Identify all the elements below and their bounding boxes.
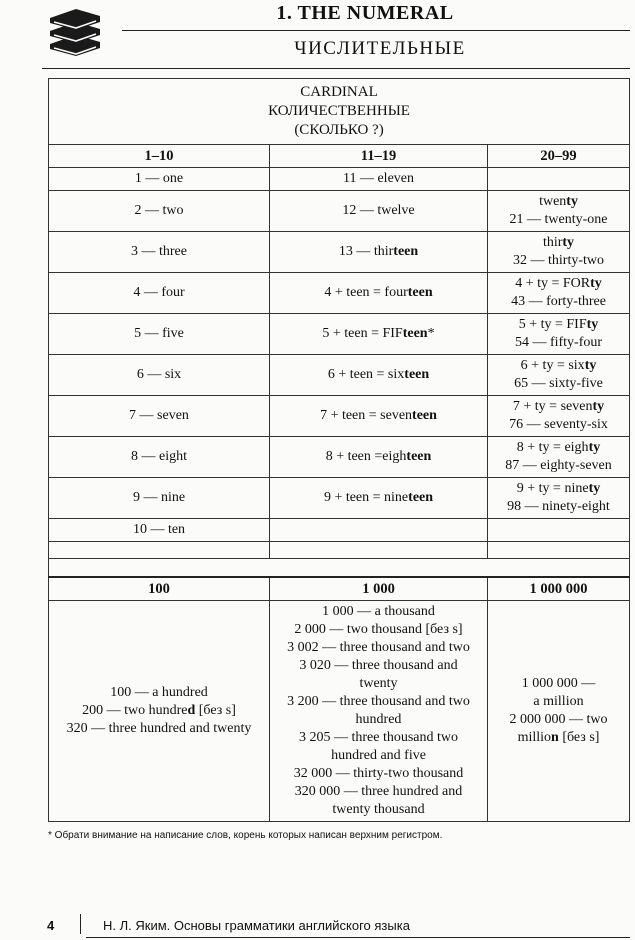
cardinal-1-10: 4 — four — [49, 273, 270, 314]
text-part: 12 — twelve — [342, 203, 415, 218]
bold-part: ty — [592, 399, 605, 414]
cardinal-20-99 — [488, 478, 630, 519]
cardinal-1-10: 5 — five — [49, 314, 270, 355]
tens-rule — [491, 275, 626, 293]
col-header-1-10: 1–10 — [49, 145, 270, 168]
subtitle-divider — [42, 68, 630, 69]
cardinal-11-19 — [270, 519, 488, 542]
table-title-row — [49, 79, 630, 145]
thousands-line: 3 205 — three thousand two — [298, 730, 459, 745]
cardinal-11-19 — [270, 168, 488, 191]
millions-line: 1 000 000 — — [521, 676, 596, 691]
spacer-cell — [488, 542, 630, 559]
cardinal-20-99 — [488, 355, 630, 396]
cardinal-20-99 — [488, 396, 630, 437]
cardinal-20-99 — [488, 314, 630, 355]
text-part: twen — [539, 194, 567, 209]
millions-line: 2 000 000 — two — [509, 712, 608, 727]
col-header-11-19: 11–19 — [270, 145, 488, 168]
hundreds-cell — [49, 601, 270, 822]
cardinal-1-10: 1 — one — [49, 168, 270, 191]
bold-part: ty — [562, 235, 575, 250]
text-part: 9 + ty = nine — [516, 481, 589, 496]
cardinal-1-10: 6 — six — [49, 355, 270, 396]
thousands-line: 3 020 — three thousand and — [299, 658, 458, 673]
cardinal-20-99 — [488, 273, 630, 314]
table-row — [49, 232, 630, 273]
running-footer: Н. Л. Яким. Основы грамматики английского языка — [103, 918, 410, 933]
text-part: 4 + ty = FOR — [515, 276, 591, 291]
text-part: 13 — thir — [338, 244, 394, 259]
hundreds-line: 100 — a hundred — [110, 685, 208, 700]
text-part: 6 + ty = six — [520, 358, 585, 373]
text-part: 11 — eleven — [342, 171, 414, 186]
table-row — [49, 355, 630, 396]
thousands-line: hundred and five — [331, 748, 426, 763]
thousands-line: 32 000 — thirty-two thousand — [293, 766, 464, 781]
bold-part: ty — [590, 276, 602, 291]
tens-example: 98 — ninety-eight — [507, 499, 610, 514]
bold-part: teen — [402, 326, 428, 341]
thick-spacer-row — [49, 559, 630, 578]
cardinal-20-99 — [488, 519, 630, 542]
text-part: * — [427, 326, 435, 341]
col-header-20-99: 20–99 — [488, 145, 630, 168]
page-subtitle: ЧИСЛИТЕЛЬНЫЕ — [294, 38, 466, 59]
footer-rule — [86, 937, 630, 938]
table-row — [49, 519, 630, 542]
text-part: millio — [517, 730, 552, 745]
text-part: 200 — two hundre — [82, 703, 188, 718]
text-part: 7 + ty = seven — [512, 399, 593, 414]
millions-line — [491, 729, 626, 747]
tens-example: 43 — forty-three — [511, 294, 606, 309]
millions-line: a million — [533, 694, 584, 709]
text-part: [без s] — [195, 703, 236, 718]
table-row — [49, 273, 630, 314]
cardinal-1-10: 8 — eight — [49, 437, 270, 478]
bold-part: teen — [407, 285, 433, 300]
tens-example: 54 — fifty-four — [514, 335, 603, 350]
tens-example: 87 — eighty-seven — [505, 458, 612, 473]
numeral-table — [48, 78, 630, 822]
tens-rule — [491, 439, 626, 457]
cardinal-11-19 — [270, 478, 488, 519]
page-title: 1. THE NUMERAL — [276, 2, 454, 24]
tens-rule — [491, 357, 626, 375]
spacer-row — [49, 542, 630, 559]
tens-example: 65 — sixty-five — [514, 376, 603, 391]
large-numbers-row — [49, 601, 630, 822]
text-part: 9 + teen = nine — [323, 490, 409, 505]
thousands-line: hundred — [355, 712, 402, 727]
col-header-100: 100 — [49, 577, 270, 601]
cardinal-20-99 — [488, 168, 630, 191]
bold-part: ty — [588, 481, 601, 496]
spacer-cell — [270, 542, 488, 559]
cardinal-1-10: 9 — nine — [49, 478, 270, 519]
cardinal-1-10: 3 — three — [49, 232, 270, 273]
hundreds-line: 320 — three hundred and twenty — [66, 721, 252, 736]
hundreds-line — [52, 702, 266, 720]
title-cardinal: CARDINAL — [300, 84, 378, 100]
tens-rule — [491, 316, 626, 334]
footer-separator — [80, 914, 81, 934]
bold-part: teen — [408, 490, 434, 505]
bold-part: teen — [404, 367, 430, 382]
bold-part: ty — [588, 440, 601, 455]
thousands-line: 3 002 — three thousand and two — [287, 640, 470, 655]
thousands-line: 320 000 — three hundred and — [294, 784, 463, 799]
cardinal-20-99 — [488, 232, 630, 273]
bold-part: ty — [566, 194, 578, 209]
table-row — [49, 191, 630, 232]
spacer-cell — [49, 559, 630, 578]
millions-cell — [488, 601, 630, 822]
cardinal-11-19 — [270, 314, 488, 355]
title-divider — [122, 30, 630, 31]
col-header-1000: 1 000 — [270, 577, 488, 601]
tens-example: 32 — thirty-two — [513, 253, 604, 268]
text-part: 6 + teen = six — [327, 367, 405, 382]
column-header-row-2 — [49, 577, 630, 601]
bold-part: ty — [584, 358, 597, 373]
bold-part: teen — [406, 449, 432, 464]
text-part: 5 + ty = FIF — [518, 317, 587, 332]
cardinal-1-10: 10 — ten — [49, 519, 270, 542]
cardinal-11-19 — [270, 396, 488, 437]
cardinal-11-19 — [270, 437, 488, 478]
tens-rule — [491, 193, 626, 211]
table-row — [49, 478, 630, 519]
cardinal-20-99 — [488, 191, 630, 232]
cardinal-20-99 — [488, 437, 630, 478]
thousands-line: 1 000 — a thousand — [322, 604, 435, 619]
tens-rule — [491, 480, 626, 498]
tens-rule — [491, 234, 626, 252]
cardinal-11-19 — [270, 273, 488, 314]
bold-part: teen — [393, 244, 419, 259]
cardinal-1-10: 2 — two — [49, 191, 270, 232]
col-header-1000000: 1 000 000 — [488, 577, 630, 601]
text-part: [без s] — [558, 730, 600, 745]
text-part: 5 + teen = FIF — [322, 326, 403, 341]
table-row — [49, 168, 630, 191]
thousands-cell — [270, 601, 488, 822]
bold-part: teen — [412, 408, 437, 423]
text-part: 4 + teen = four — [324, 285, 408, 300]
column-header-row — [49, 145, 630, 168]
table-row — [49, 437, 630, 478]
spacer-cell — [49, 542, 270, 559]
text-part: 8 + ty = eigh — [516, 440, 589, 455]
bold-part: d — [187, 703, 196, 718]
table-title-cell — [49, 79, 630, 145]
bold-part: n — [551, 730, 559, 745]
table-row — [49, 396, 630, 437]
cardinal-11-19 — [270, 232, 488, 273]
cardinal-11-19 — [270, 355, 488, 396]
text-part: 7 + teen = seven — [320, 408, 413, 423]
table-row — [49, 314, 630, 355]
footnote: * Обрати внимание на написание слов, корень которых написан верхним регистром. — [48, 830, 443, 841]
thousands-line: twenty thousand — [332, 802, 425, 817]
text-part: 8 + teen =eigh — [325, 449, 407, 464]
cardinal-11-19 — [270, 191, 488, 232]
tens-example: 21 — twenty-one — [509, 212, 608, 227]
thousands-line: twenty — [359, 676, 398, 691]
thousands-line: 2 000 — two thousand [без s] — [294, 622, 463, 637]
tens-rule — [491, 398, 626, 416]
title-cardinal-ru: КОЛИЧЕСТВЕННЫЕ — [268, 103, 410, 119]
tens-example: 76 — seventy-six — [509, 417, 608, 432]
books-stack-icon — [44, 4, 104, 64]
title-question: (СКОЛЬКО ?) — [294, 122, 384, 138]
page-number: 4 — [47, 918, 55, 933]
text-part: thir — [542, 235, 563, 250]
thousands-line: 3 200 — three thousand and two — [287, 694, 470, 709]
cardinal-1-10: 7 — seven — [49, 396, 270, 437]
bold-part: ty — [586, 317, 599, 332]
